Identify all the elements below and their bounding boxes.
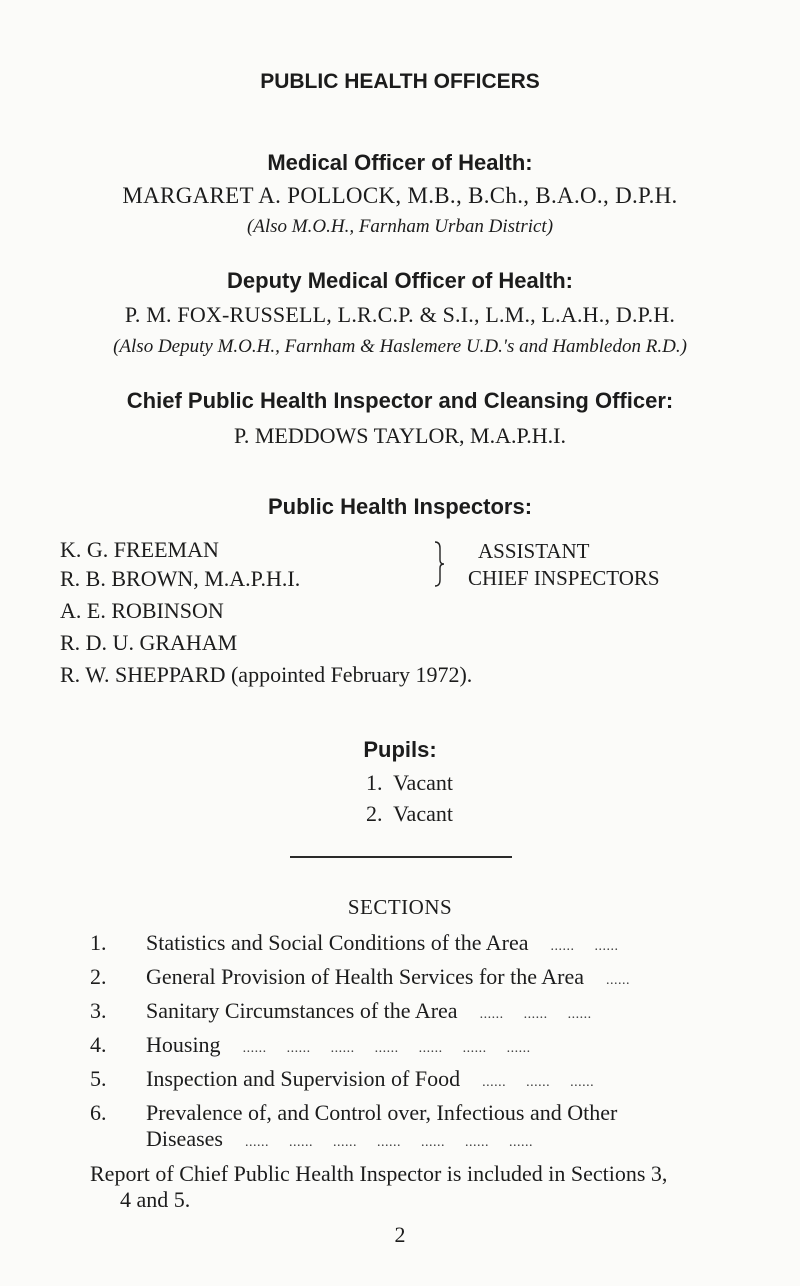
inspector-name: R. B. BROWN, M.A.P.H.I.: [60, 566, 301, 591]
section-number: 6.: [90, 1100, 107, 1125]
section-number: 4.: [90, 1032, 107, 1057]
moh-name: MARGARET A. POLLOCK, M.B., B.Ch., B.A.O., D.P.H.: [122, 183, 678, 208]
moh-heading: Medical Officer of Health:: [267, 150, 533, 175]
page-title: PUBLIC HEALTH OFFICERS: [260, 70, 540, 93]
moh-note: (Also M.O.H., Farnham Urban District): [246, 216, 554, 237]
section-title: General Provision of Health Services for the Area ......: [146, 964, 631, 989]
leader-dots: ...... ...... ...... ...... ...... ...... ......: [244, 1135, 533, 1150]
section-title: Housing ...... ...... ...... ...... ...... ...... ......: [146, 1032, 531, 1057]
leader-dots: ...... ...... ......: [479, 1007, 592, 1022]
divider: [290, 856, 512, 858]
section-title: Statistics and Social Conditions of the Area ...... ......: [146, 930, 619, 955]
pupils-heading: Pupils:: [363, 737, 437, 762]
deputy-moh-heading: Deputy Medical Officer of Health:: [227, 268, 573, 293]
deputy-moh-name: P. M. FOX-RUSSELL, L.R.C.P. & S.I., L.M., L.A.H., D.P.H.: [124, 302, 676, 327]
report-note: Report of Chief Public Health Inspector is included in Sections 3,: [90, 1161, 668, 1186]
page-number: 2: [394, 1222, 406, 1247]
section-title: Sanitary Circumstances of the Area ...... ...... ......: [146, 998, 592, 1023]
chief-inspector-heading: Chief Public Health Inspector and Cleansing Officer:: [126, 388, 674, 413]
grouping-brace: [432, 540, 446, 588]
chief-inspector-name: P. MEDDOWS TAYLOR, M.A.P.H.I.: [234, 423, 566, 448]
inspector-name: A. E. ROBINSON: [60, 598, 224, 623]
leader-dots: ...... ...... ......: [482, 1075, 595, 1090]
inspector-name: R. W. SHEPPARD (appointed February 1972).: [60, 662, 473, 687]
sections-heading: SECTIONS: [347, 895, 453, 919]
section-number: 2.: [90, 964, 107, 989]
section-title: Prevalence of, and Control over, Infectious and Other: [146, 1100, 618, 1125]
report-note-continued: 4 and 5.: [120, 1187, 191, 1212]
inspectors-heading: Public Health Inspectors:: [267, 494, 533, 519]
section-title-continued: Diseases ...... ...... ...... ...... ...... ...... ......: [146, 1126, 533, 1151]
leader-dots: ...... ...... ...... ...... ...... ...... ......: [242, 1041, 531, 1056]
assistant-label-line1: ASSISTANT: [478, 539, 590, 563]
section-title: Inspection and Supervision of Food ...... ...... ......: [146, 1066, 595, 1091]
section-number: 3.: [90, 998, 107, 1023]
inspector-name: K. G. FREEMAN: [60, 537, 219, 562]
leader-dots: ......: [606, 973, 631, 988]
pupil-item: 1. Vacant: [366, 770, 453, 795]
section-number: 1.: [90, 930, 107, 955]
assistant-label-line2: CHIEF INSPECTORS: [468, 566, 660, 590]
deputy-moh-note: (Also Deputy M.O.H., Farnham & Haslemere U.D.'s and Hambledon R.D.): [113, 336, 687, 357]
section-number: 5.: [90, 1066, 107, 1091]
leader-dots: ...... ......: [550, 939, 619, 954]
inspector-name: R. D. U. GRAHAM: [60, 630, 238, 655]
pupil-item: 2. Vacant: [366, 801, 453, 826]
